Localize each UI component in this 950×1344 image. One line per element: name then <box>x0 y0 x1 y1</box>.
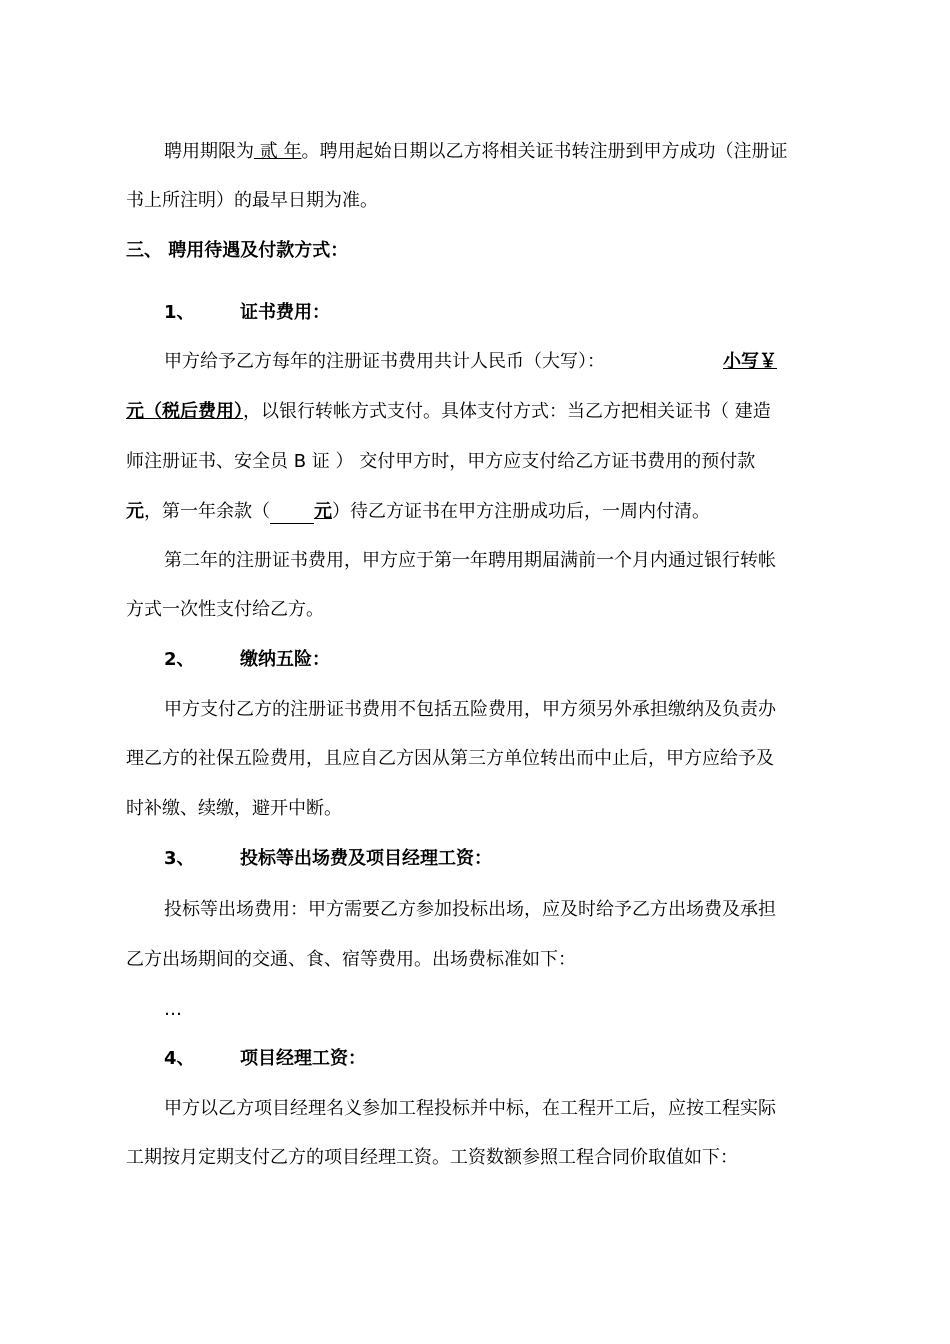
balance-yuan-label: 元 <box>314 501 332 522</box>
item-1-para-2-line-2: 方式一次性支付给乙方。 <box>126 599 324 620</box>
item-1-number: 1、 <box>164 302 195 323</box>
item-2-number: 2、 <box>164 649 195 670</box>
payment-method-text: ，以银行转帐方式支付。具体支付方式：当乙方把相关证书（ 建造 <box>243 401 771 422</box>
item-3-ellipsis: … <box>164 999 182 1020</box>
balance-blank <box>270 503 314 524</box>
item-4-heading <box>164 1047 864 1071</box>
balance-text-continued: ）待乙方证书在甲方注册成功后，一周内付清。 <box>332 501 710 522</box>
item-2-title: 缴纳五险： <box>240 649 330 670</box>
term-text-continued: 。聘用起始日期以乙方将相关证书转注册到甲方成功（注册证 <box>301 141 788 162</box>
item-1-title: 证书费用： <box>240 302 330 323</box>
item-4-title: 项目经理工资： <box>240 1048 366 1069</box>
item-2-line-1: 甲方支付乙方的注册证书费用不包括五险费用，甲方须另外承担缴纳及负责办 <box>164 699 776 720</box>
item-1-line-4 <box>126 500 826 524</box>
item-1-line-1 <box>164 350 826 374</box>
lowercase-amount-label: 小写￥ <box>723 351 777 372</box>
after-tax-label: 元（税后费用） <box>126 401 243 422</box>
term-line-2: 书上所注明）的最早日期为准。 <box>126 190 378 211</box>
item-2-heading <box>164 648 864 672</box>
item-1-heading <box>164 301 864 325</box>
item-1-para-2-line-1: 第二年的注册证书费用，甲方应于第一年聘用期届满前一个月内通过银行转帐 <box>164 550 776 571</box>
term-text: 聘用期限为 <box>164 141 254 162</box>
item-3-line-2: 乙方出场期间的交通、食、宿等费用。出场费标准如下： <box>126 949 576 970</box>
item-3-title: 投标等出场费及项目经理工资： <box>240 848 492 869</box>
item-3-line-1: 投标等出场费用：甲方需要乙方参加投标出场，应及时给予乙方出场费及承担 <box>164 899 776 920</box>
item-2-line-2: 理乙方的社保五险费用，且应自乙方因从第三方单位转出而中止后，甲方应给予及 <box>126 748 774 769</box>
item-4-line-2: 工期按月定期支付乙方的项目经理工资。工资数额参照工程合同价取值如下： <box>126 1147 738 1168</box>
balance-text: ，第一年余款（ <box>144 501 270 522</box>
item-4-line-1: 甲方以乙方项目经理名义参加工程投标并中标，在工程开工后，应按工程实际 <box>164 1098 776 1119</box>
term-line-1 <box>164 140 864 164</box>
section-3-heading: 三、 聘用待遇及付款方式： <box>126 240 349 261</box>
item-2-line-3: 时补缴、续缴，避开中断。 <box>126 798 342 819</box>
item-1-text: 甲方给予乙方每年的注册证书费用共计人民币（大写）： <box>164 351 605 372</box>
yuan-label: 元 <box>126 501 144 522</box>
item-4-number: 4、 <box>164 1048 195 1069</box>
item-3-number: 3、 <box>164 848 195 869</box>
item-3-heading <box>164 847 864 871</box>
item-1-line-2 <box>126 400 826 424</box>
item-1-line-3: 师注册证书、安全员 B 证 ） 交付甲方时，甲方应支付给乙方证书费用的预付款 <box>126 451 756 472</box>
term-years: 贰 年 <box>254 141 302 162</box>
